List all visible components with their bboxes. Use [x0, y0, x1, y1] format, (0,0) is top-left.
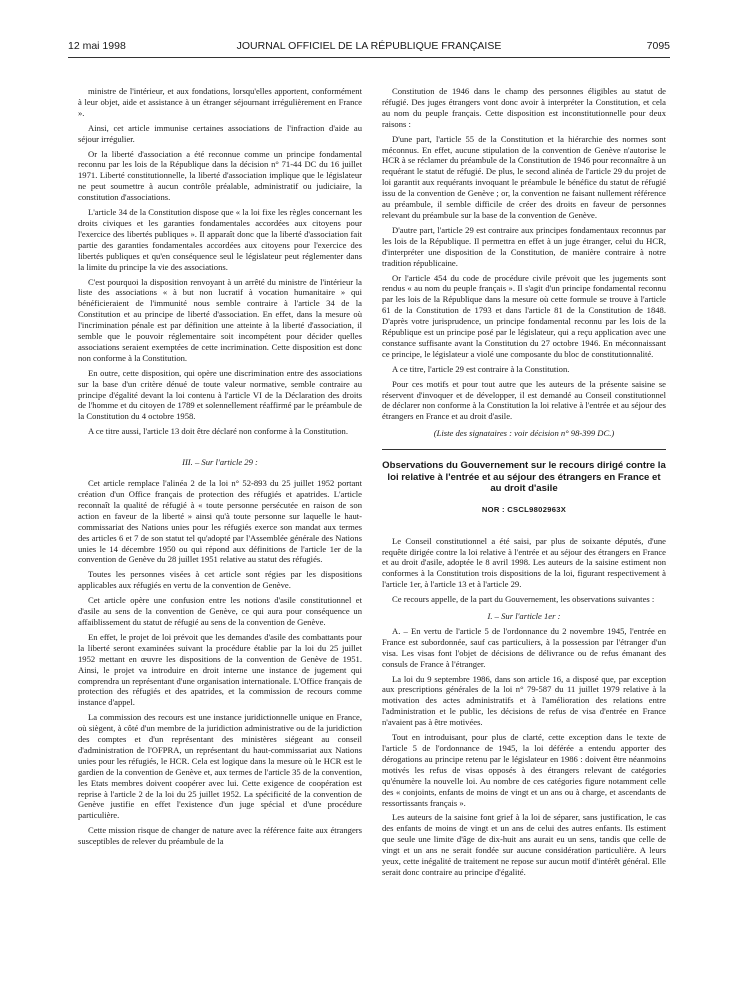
nor-reference: NOR : CSCL9802963X [481, 504, 567, 514]
right-column [382, 86, 666, 882]
header-date: 12 mai 1998 [68, 40, 126, 52]
page-header [68, 40, 670, 56]
section-heading: I. – Sur l'article 1er : [487, 611, 561, 622]
paragraph: Toutes les personnes visées à cet article sont régies par les dispositions applicables aux réfugiés en vertu de la convention de Genève. [78, 569, 362, 591]
paragraph: La loi du 9 septembre 1986, dans son article 16, a disposé que, par exception aux prescriptions générales de la loi n° 79-587 du 11 juillet 1979 relative à la motivation des actes administratifs et à l'amélioration des relations entre l'administration et le public, les décisions de refus de visa d'entrée en France n'avaient pas à être motivées. [382, 673, 666, 728]
paragraph: D'une part, l'article 55 de la Constitution et la hiérarchie des normes sont méconnus. En effet, aucune stipulation de la convention de Genève n'autorise le HCR à se réclamer du préambule de la Constitution de 1946 pour reconnaître à un requérant le statut de réfugié. De plus, le second alinéa de l'article 29 du projet de loi garantit aux requérants invoquant le préambule le bénéfice du statut de réfugié issu de la convention de Genève ; or, la convention ne faisant nullement référence au préambule, il semble difficile de créer des droits en faveur de personnes relevant du préambule sur la base de la convention de Genève. [382, 133, 666, 220]
paragraph: En effet, le projet de loi prévoit que les demandes d'asile des combattants pour la liberté seront examinées suivant la procédure établie par la loi du 25 juillet 1952 mettant en œuvre les dispositions de la convention de Genève de 1951. Ainsi, le projet va introduire en droit interne une instance de jugement qui comprendra un représentant d'une organisation internationale. L'Office français de protection des réfugiés et des apatrides, et la commission de recours comme instance d'appel. [78, 631, 362, 708]
paragraph: L'article 34 de la Constitution dispose que « la loi fixe les règles concernant les droits civiques et les garanties fondamentales accordées aux citoyens pour l'exercice des libertés publiques ». Il apparaît donc que la liberté d'association fait partie des garanties fondamentales accordées aux citoyens pour l'exercice des libertés publiques et qu'en conséquence seul le législateur peut réglementer dans la limite du principe la vie des associations. [78, 207, 362, 272]
paragraph: Le Conseil constitutionnel a été saisi, par plus de soixante députés, d'une requête dirigée contre la loi relative à l'entrée et au séjour des étrangers en France et au droit d'asile, adoptée le 8 avril 1998. Les auteurs de la saisine estiment non conformes à la Constitution trois dispositions de la loi, figurant respectivement à l'article 1er, à l'article 13 et à l'article 29. [382, 535, 666, 590]
paragraph: Or l'article 454 du code de procédure civile prévoit que les jugements sont rendus « au nom du peuple français ». Il s'agit d'un principe fondamental reconnu par les lois de la République dans la mesure où cette formule se trouve à l'article 61 de la Constitution de 1793 et dans l'article 81 de la Constitution de 1848. D'après votre jurisprudence, un principe fondamental reconnu par les lois de la République est un principe posé par le législateur, qui a reçu application avec une constance suffisante avant la Constitution du 27 octobre 1946. En méconnaissant ce principe, le législateur a violé une composante du bloc de constitutionnalité. [382, 272, 666, 359]
left-column [78, 86, 362, 851]
paragraph: Ce recours appelle, de la part du Gouvernement, les observations suivantes : [392, 594, 655, 605]
section-separator [382, 449, 666, 450]
header-rule [68, 57, 670, 58]
section-heading: III. – Sur l'article 29 : [182, 457, 258, 468]
paragraph: Constitution de 1946 dans le champ des personnes éligibles au statut de réfugié. Des juges étrangers vont donc avoir à interpréter la Constitution, et cela au nom du peuple français. Cette disposition est inconstitutionnelle pour deux raisons : [382, 86, 666, 129]
paragraph: Pour ces motifs et pour tout autre que les auteurs de la présente saisine se réservent d'invoquer et de développer, il est demandé au Conseil constitutionnel de déclarer non conforme à la Constitution la loi relative à l'entrée et au séjour des étrangers en France et au droit d'asile. [382, 378, 666, 422]
paragraph: La commission des recours est une instance juridictionnelle unique en France, où siègent, à côté d'un membre de la juridiction administrative ou de la juridiction des comptes et d'un représentant des ministères siégeant au conseil d'administration de l'OFPRA, un représentant du haut-commissariat aux Nations unies pour les réfugiés, le HCR. Cela est logique dans la mesure où le HCR est le gardien de la convention de Genève et, aux termes de l'article 35 de la convention, les Etats membres doivent coopérer avec lui. Cette exigence de coopération est reprise à l'article 2 de la loi du 25 juillet 1952. La spécificité de la convention de Genève justifie en effet l'existence d'un juge spécial et d'une procédure particulière. [78, 712, 362, 821]
paragraph: D'autre part, l'article 29 est contraire aux principes fondamentaux reconnus par les lois de la République. Il permettra en effet à un juge étranger, celui du HCR, d'interpréter une disposition de la Constitution, de manière contraire à notre tradition républicaine. [382, 224, 666, 268]
paragraph: En outre, cette disposition, qui opère une discrimination entre des associations sur la base d'un critère dénué de toute valeur normative, semble contraire au principe d'égalité devant la loi contenu à l'article VI de la Déclaration des droits de l'homme et du citoyen de 1789 et solennellement réaffirmé par le préambule de la Constitution du 4 octobre 1958. [78, 367, 362, 422]
paragraph: Tout en introduisant, pour plus de clarté, cette exception dans le texte de l'article 5 de l'ordonnance de 1945, la loi déférée a entendu apporter des dérogations au principe retenu par le législateur en 1986 : doivent être néanmoins motivés les refus de visas opposés à des étrangers relevant de catégories qu'énumère la nouvelle loi. Au nombre de ces catégories figure notamment celle des « conjoints, enfants de moins de vingt et un ans ou à charge, et ascendants de ressortissants français ». [382, 732, 666, 808]
header-page-number: 7095 [646, 40, 670, 52]
observations-title: Observations du Gouvernement sur le recours dirigé contre la loi relative à l'entrée et au séjour des étrangers en France et au droit d'asile [382, 460, 666, 495]
paragraph: C'est pourquoi la disposition renvoyant à un arrêté du ministre de l'intérieur la liste des associations « à but non lucratif à vocation humanitaire » qui bénéficieraient de l'immunité nous semble contraire à l'article 34 de la Constitution et au principe de liberté d'association. En effet, dans la mesure où l'incrimination pénale est par définition une atteinte à la liberté d'association, il semble que le pouvoir réglementaire soit incompétent pour décider quelles associations seraient exemptées de cette incrimination. Cette disposition est donc non conforme à la Constitution. [78, 276, 362, 363]
paragraph: A. – En vertu de l'article 5 de l'ordonnance du 2 novembre 1945, l'entrée en France est subordonnée, sauf cas particuliers, à la possession par l'étranger d'un visa. Les visas font l'objet de décisions de délivrance ou de refus émanant des consuls de France à l'étranger. [382, 625, 666, 669]
paragraph: Les auteurs de la saisine font grief à la loi de séparer, sans justification, le cas des enfants de moins de vingt et un ans de celui des autres enfants. Ils estiment que seule une limite d'âge de dix-huit ans aurait eu un sens, tandis que celle de vingt et un ans ne serait fondée sur aucune considération particulière. A leurs yeux, cette inégalité de traitement ne repose sur aucun motif d'intérêt général. Elle serait donc contraire au principe d'égalité. [382, 812, 666, 877]
paragraph: Cet article remplace l'alinéa 2 de la loi n° 52-893 du 25 juillet 1952 portant création d'un Office français de protection des réfugiés et apatrides. L'article reconnaît la qualité de réfugié à « toute personne persécutée en raison de son action en faveur de la liberté » ainsi qu'à toute personne sur laquelle le haut-commissariat des Nations unies pour les réfugiés exerce son mandat aux termes des articles 6 et 7 de son statut tel qu'adopté par l'Assemblée générale des Nations unies le 14 décembre 1950 ou qui répond aux définitions de l'article 1er de la convention de Genève du 28 juillet 1951 relative au statut des réfugiés. [78, 478, 362, 565]
signatories-note: (Liste des signataires : voir décision n° 98-399 DC.) [433, 428, 615, 439]
paragraph: A ce titre aussi, l'article 13 doit être déclaré non conforme à la Constitution. [88, 426, 348, 437]
paragraph: Or la liberté d'association a été reconnue comme un principe fondamental reconnu par les lois de la République dans la décision n° 71-44 DC du 16 juillet 1971. Liberté constitutionnelle, la liberté d'association implique que le législateur ne peut soumettre à aucun contrôle préalable, administratif ou judiciaire, la constitution d'associations. [78, 148, 362, 203]
paragraph: A ce titre, l'article 29 est contraire à la Constitution. [392, 363, 570, 374]
paragraph: Cet article opère une confusion entre les notions d'asile constitutionnel et d'asile au sens de la convention de Genève, ce qui aura pour conséquence un affaiblissement du statut de réfugié au sens de la convention de Genève. [78, 595, 362, 627]
header-title: JOURNAL OFFICIEL DE LA RÉPUBLIQUE FRANÇAISE [236, 40, 502, 52]
paragraph: ministre de l'intérieur, et aux fondations, lorsqu'elles apportent, conformément à leur objet, aide et assistance à un étranger séjournant irrégulièrement en France ». [78, 86, 362, 118]
paragraph: Cette mission risque de changer de nature avec la référence faite aux étrangers susceptibles de relever du préambule de la [78, 825, 362, 847]
paragraph: Ainsi, cet article immunise certaines associations de l'infraction d'aide au séjour irrégulier. [78, 122, 362, 144]
